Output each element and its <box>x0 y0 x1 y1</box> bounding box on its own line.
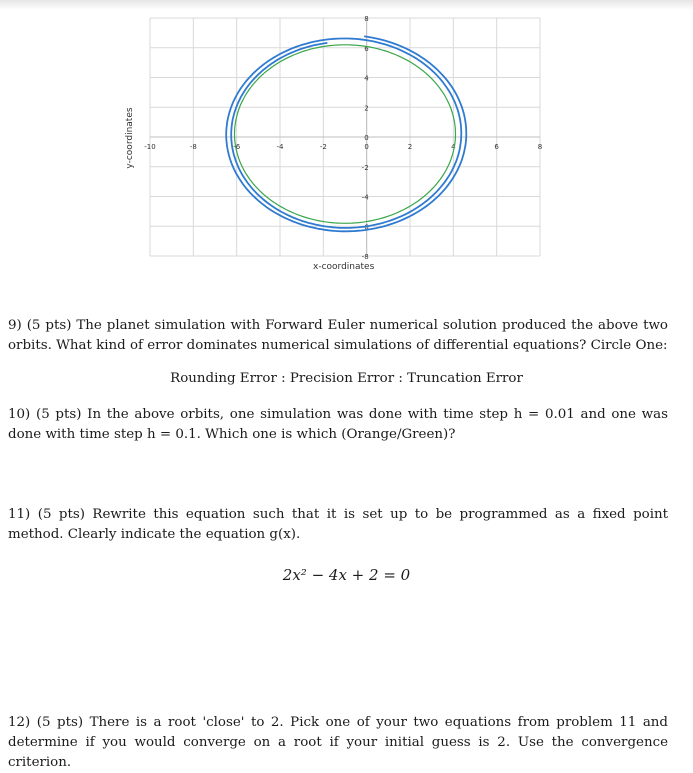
x-tick-label: 4 <box>451 143 456 151</box>
question-10: 10) (5 pts) In the above orbits, one simulation was done with time step h = 0.01 and one was done with time step h = 0.1. Which one is which (Orange/Green)? <box>8 407 668 442</box>
y-tick-label: 2 <box>364 104 369 113</box>
x-tick-label: -8 <box>189 143 197 151</box>
y-tick-label: -8 <box>361 253 369 261</box>
question-12: 12) (5 pts) There is a root 'close' to 2. Pick one of your two equations from problem 11 and determine if you would converge on a root if your initial guess is 2. Use the convergence criterion. <box>8 715 668 770</box>
x-tick-label: 6 <box>494 143 499 151</box>
question-11: 11) (5 pts) Rewrite this equation such that it is set up to be programmed as a fixed point method. Clearly indicate the equation g(x). <box>8 507 668 542</box>
x-tick-label: -10 <box>144 143 156 151</box>
chart-tick-labels <box>144 15 542 261</box>
x-tick-label: 0 <box>364 143 369 151</box>
y-tick-label: 0 <box>364 134 369 142</box>
chart-axes <box>150 18 543 256</box>
question-9: 9) (5 pts) The planet simulation with Forward Euler numerical solution produced the above two orbits. What kind of error dominates numerical simulations of differential equations? Circle One: <box>8 318 668 353</box>
orbit-chart <box>0 0 693 290</box>
y-axis-title: y-coordinates <box>125 107 135 169</box>
x-tick-label: -4 <box>276 143 284 151</box>
y-tick-label: -6 <box>361 223 369 232</box>
x-tick-label: -2 <box>319 143 327 151</box>
x-tick-label: -6 <box>233 143 241 151</box>
x-tick-label: 2 <box>407 143 413 151</box>
series-line-blue-orbit <box>226 36 466 231</box>
y-tick-label: 6 <box>364 44 369 53</box>
y-tick-label: 8 <box>364 15 369 23</box>
question-9-choices: Rounding Error : Precision Error : Truncation Error <box>170 371 523 386</box>
x-axis-title: x-coordinates <box>313 262 375 272</box>
question-11-equation: 2x² − 4x + 2 = 0 <box>282 566 411 584</box>
y-tick-label: -2 <box>361 163 369 172</box>
y-tick-label: 4 <box>364 74 369 83</box>
chart-series <box>226 36 466 231</box>
y-tick-label: -4 <box>361 193 369 202</box>
x-tick-label: 8 <box>537 143 543 151</box>
